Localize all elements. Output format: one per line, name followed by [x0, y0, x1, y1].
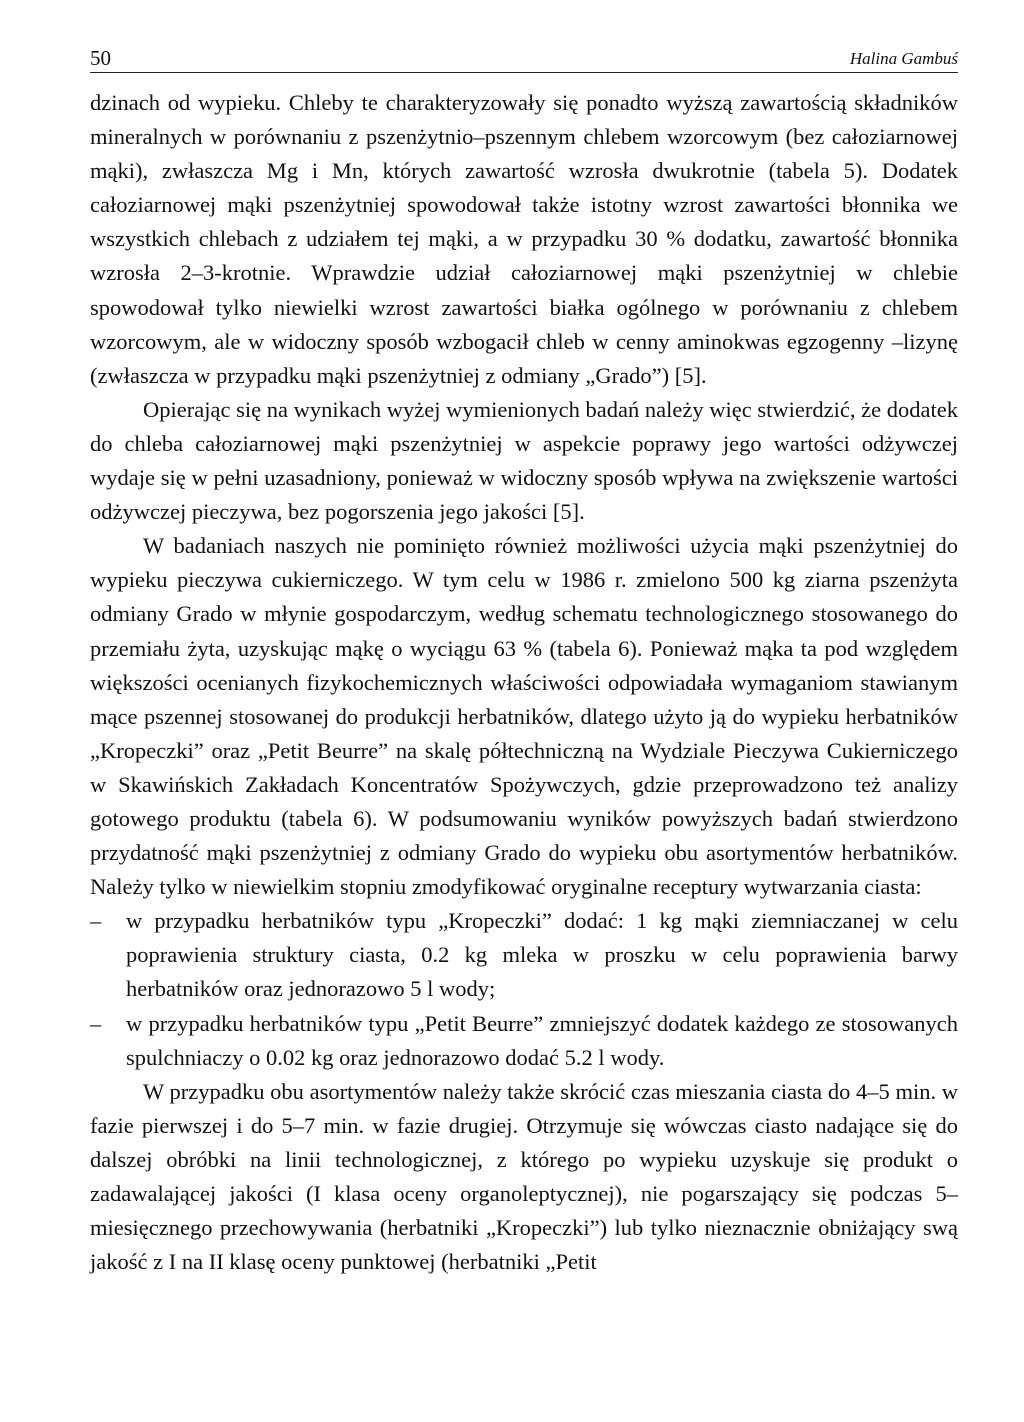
running-header	[90, 46, 958, 73]
paragraph-confectionery-study: W badaniach naszych nie pominięto również możliwości użycia mąki pszenżytniej do wypieku pieczywa cukierniczego. W tym celu w 1986 r. zmielono 500 kg ziarna pszenżyta odmiany Grado w młynie gospodarczym, według schematu technologicznego stosowanego do przemiału żyta, uzyskując mąkę o wyciągu 63 % (tabela 6). Ponieważ mąka ta pod względem większości ocenianych fizykochemicznych właściwości odpowiadała wymaganiom stawianym mące pszennej stosowanej do produkcji herbatników, dlatego użyto ją do wypieku herbatników „Kropeczki” oraz „Petit Beurre” na skalę półtechniczną na Wydziale Pieczywa Cukierniczego w Skawińskich Zakładach Koncentratów Spożywczych, gdzie przeprowadzono też analizy gotowego produktu (tabela 6). W podsumowaniu wyników powyższych badań stwierdzono przydatność mąki pszenżytniej z odmiany Grado do wypieku obu asortymentów herbatników. Należy tylko w niewielkim stopniu zmodyfikować oryginalne receptury wytwarzania ciasta:	[90, 533, 958, 900]
list-dash: –	[90, 908, 102, 934]
paragraph-conclusion: Opierając się na wynikach wyżej wymienionych badań należy więc stwierdzić, że dodatek do chleba całoziarnowej mąki pszenżytniej w aspekcie poprawy jego wartości odżywczej wydaje się w pełni uzasadniony, ponieważ w widoczny sposób wpływa na zwiększenie wartości odżywczej pieczywa, bez pogorszenia jego jakości [5].	[90, 396, 958, 525]
header-author: Halina Gambuś	[849, 49, 958, 68]
page-number: 50	[90, 46, 111, 70]
body-text	[90, 86, 958, 1279]
list-item	[90, 904, 958, 1006]
list-item-text: w przypadku herbatników typu „Kropeczki” dodać: 1 kg mąki ziemniaczanej w celu poprawienia struktury ciasta, 0.2 kg mleka w proszku w celu poprawienia barwy herbatników oraz jednorazowo 5 l wody;	[126, 908, 958, 1002]
list-item	[90, 1007, 958, 1075]
paragraph-mixing-time: W przypadku obu asortymentów należy także skrócić czas mieszania ciasta do 4–5 min. w fazie pierwszej i do 5–7 min. w fazie drugiej. Otrzymuje się wówczas ciasto nadające się do dalszej obróbki na linii technologicznej, z którego po wypieku uzyskuje się produkt o zadawalającej jakości (I klasa oceny organoleptycznej), nie pogarszający się podczas 5–miesięcznego przechowywania (herbatniki „Kropeczki”) lub tylko nieznacznie obniżający swą jakość z I na II klasę oceny punktowej (herbatniki „Petit	[90, 1078, 958, 1275]
list-dash: –	[90, 1010, 102, 1036]
recipe-modification-list	[90, 904, 958, 1074]
list-item-text: w przypadku herbatników typu „Petit Beurre” zmniejszyć dodatek każdego ze stosowanych spulchniaczy o 0.02 kg oraz jednorazowo dodać 5.2 l wody.	[126, 1010, 958, 1070]
paragraph-continued: dzinach od wypieku. Chleby te charakteryzowały się ponadto wyższą zawartością składników mineralnych w porównaniu z pszenżytnio–pszennym chlebem wzorcowym (bez całoziarnowej mąki), zwłaszcza Mg i Mn, których zawartość wzrosła dwukrotnie (tabela 5). Dodatek całoziarnowej mąki pszenżytniej spowodował także istotny wzrost zawartości błonnika we wszystkich chlebach z udziałem tej mąki, a w przypadku 30 % dodatku, zawartość błonnika wzrosła 2–3-krotnie. Wprawdzie udział całoziarnowej mąki pszenżytniej w chlebie spowodował tylko niewielki wzrost zawartości białka ogólnego w porównaniu z chlebem wzorcowym, ale w widoczny sposób wzbogacił chleb w cenny aminokwas egzogenny –lizynę (zwłaszcza w przypadku mąki pszenżytniej z odmiany „Grado”) [5].	[90, 90, 958, 388]
